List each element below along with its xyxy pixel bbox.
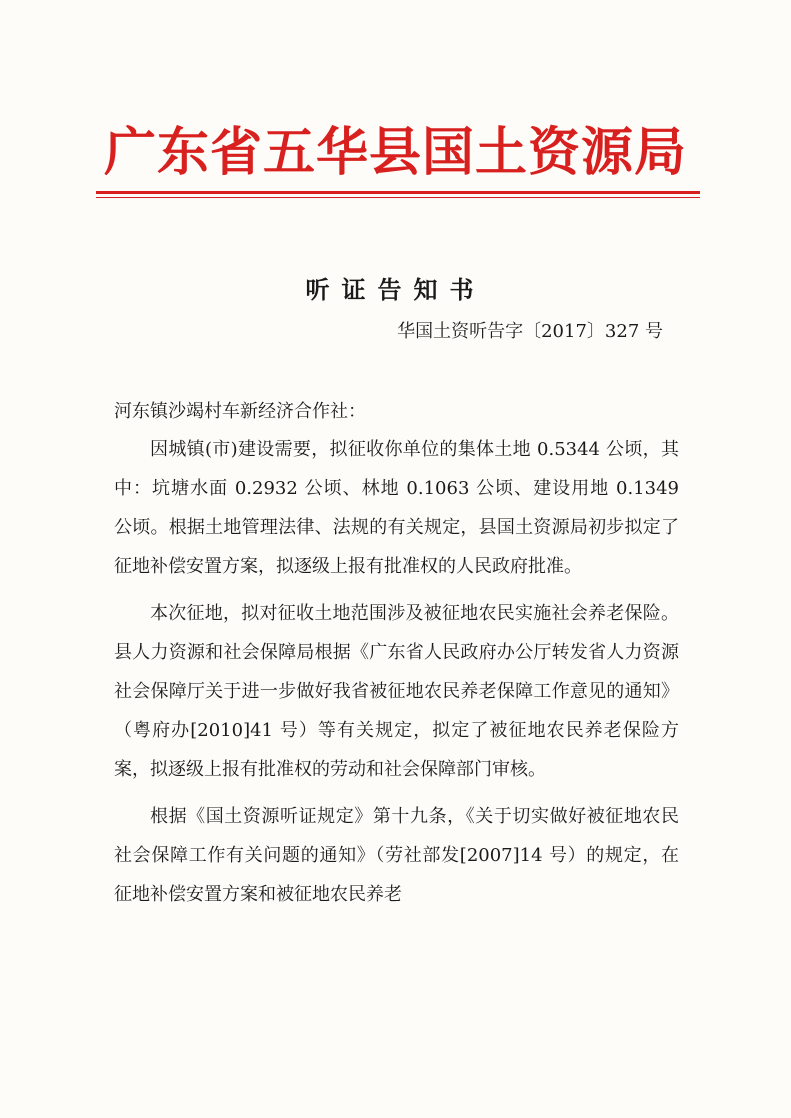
document-title: 听证告知书 bbox=[305, 275, 486, 304]
letterhead-red-rule bbox=[96, 191, 700, 194]
letterhead-agency-name: 广东省五华县国土资源局 bbox=[103, 122, 687, 183]
document-number: 华国土资听告字〔2017〕327 号 bbox=[397, 321, 663, 342]
addressee: 河东镇沙竭村车新经济合作社： bbox=[114, 401, 366, 422]
document-body bbox=[114, 430, 679, 922]
letterhead-red-rule-thin bbox=[96, 197, 700, 198]
body-paragraph-3: 根据《国土资源听证规定》第十九条，《关于切实做好被征地农民社会保障工作有关问题的通知》（劳社部发[2007]14 号）的规定，在征地补偿安置方案和被征地农民养老 bbox=[114, 806, 679, 905]
body-paragraph-2: 本次征地，拟对征收土地范围涉及被征地农民实施社会养老保险。县人力资源和社会保障局根据《广东省人民政府办公厅转发省人力资源社会保障厅关于进一步做好我省被征地农民养老保障工作意见的通知》（粤府办[2010]41 号）等有关规定，拟定了被征地农民养老保险方案，拟逐级上报有批准权的劳动和社会保障部门审核。 bbox=[114, 603, 679, 780]
body-paragraph-1: 因城镇(市)建设需要，拟征收你单位的集体土地 0.5344 公顷，其中：坑塘水面 0.2932 公顷、林地 0.1063 公顷、建设用地 0.1349 公顷。根据土地管理法律、法规的有关规定，县国土资源局初步拟定了征地补偿安置方案，拟逐级上报有批准权的人民政府批准。 bbox=[114, 439, 679, 577]
